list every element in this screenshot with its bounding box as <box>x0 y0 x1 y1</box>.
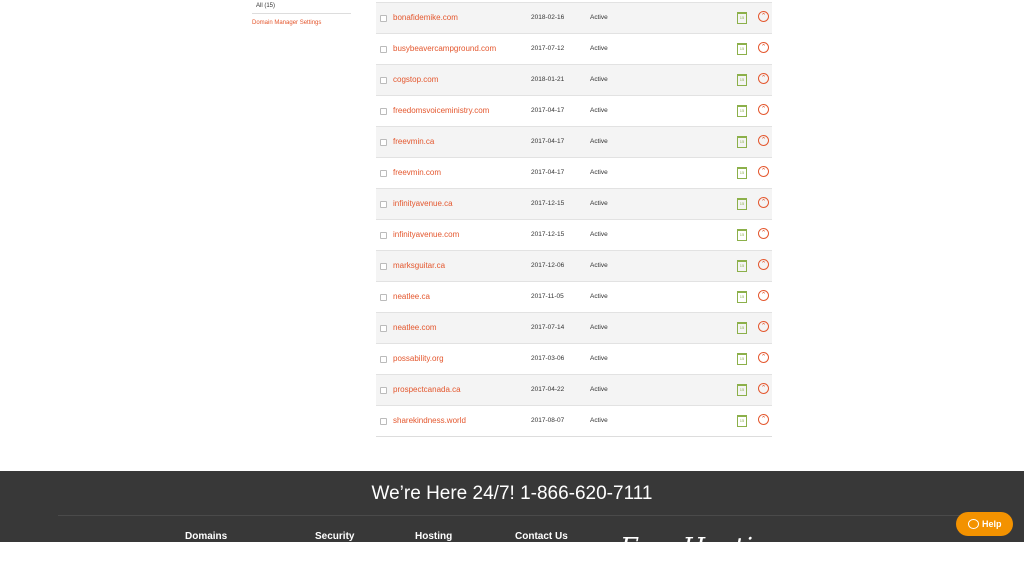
status-text: Active <box>590 417 608 424</box>
domain-manager-settings-link[interactable]: Domain Manager Settings <box>252 20 322 26</box>
expiry-date: 2017-03-06 <box>531 355 565 362</box>
row-checkbox[interactable] <box>380 263 387 270</box>
calendar-icon[interactable]: 15 <box>737 136 747 148</box>
status-text: Active <box>590 200 608 207</box>
calendar-icon[interactable]: 15 <box>737 291 747 303</box>
expand-up-icon[interactable]: ⌃ <box>758 290 769 301</box>
expiry-date: 2017-08-07 <box>531 417 565 424</box>
row-checkbox[interactable] <box>380 356 387 363</box>
expand-up-icon[interactable]: ⌃ <box>758 104 769 115</box>
calendar-icon[interactable]: 15 <box>737 198 747 210</box>
footer-phone: We’re Here 24/7! 1-866-620-7111 <box>371 483 653 504</box>
status-text: Active <box>590 76 608 83</box>
row-checkbox[interactable] <box>380 15 387 22</box>
expand-up-icon[interactable]: ⌃ <box>758 383 769 394</box>
table-row <box>376 343 772 374</box>
table-row <box>376 250 772 281</box>
status-text: Active <box>590 14 608 21</box>
status-text: Active <box>590 355 608 362</box>
calendar-icon[interactable]: 15 <box>737 384 747 396</box>
domain-link[interactable]: bonafidemike.com <box>393 13 458 22</box>
row-checkbox[interactable] <box>380 232 387 239</box>
expand-up-icon[interactable]: ⌃ <box>758 228 769 239</box>
expiry-date: 2018-01-21 <box>531 76 565 83</box>
domain-link[interactable]: neatlee.com <box>393 323 437 332</box>
row-checkbox[interactable] <box>380 201 387 208</box>
help-label: Help <box>982 519 1002 529</box>
domain-link[interactable]: possability.org <box>393 354 444 363</box>
calendar-icon[interactable]: 15 <box>737 229 747 241</box>
expiry-date: 2017-04-22 <box>531 386 565 393</box>
expiry-date: 2017-07-14 <box>531 324 565 331</box>
footer-divider <box>58 515 966 516</box>
expand-up-icon[interactable]: ⌃ <box>758 11 769 22</box>
table-row <box>376 64 772 95</box>
table-row <box>376 126 772 157</box>
expand-up-icon[interactable]: ⌃ <box>758 197 769 208</box>
domain-link[interactable]: sharekindness.world <box>393 416 466 425</box>
row-checkbox[interactable] <box>380 387 387 394</box>
table-row <box>376 281 772 312</box>
status-text: Active <box>590 169 608 176</box>
row-checkbox[interactable] <box>380 108 387 115</box>
expiry-date: 2017-11-05 <box>531 293 564 300</box>
domain-link[interactable]: freevmin.ca <box>393 137 435 146</box>
status-text: Active <box>590 262 608 269</box>
status-text: Active <box>590 386 608 393</box>
status-text: Active <box>590 138 608 145</box>
sidebar <box>252 0 351 26</box>
expand-up-icon[interactable]: ⌃ <box>758 42 769 53</box>
expiry-date: 2017-04-17 <box>531 107 565 114</box>
footer-link-security[interactable]: Security <box>315 531 355 542</box>
footer-link-domains[interactable]: Domains <box>185 531 228 542</box>
domain-link[interactable]: infinityavenue.ca <box>393 199 453 208</box>
expiry-date: 2017-12-15 <box>531 231 565 238</box>
domain-link[interactable]: neatlee.ca <box>393 292 430 301</box>
expand-up-icon[interactable]: ⌃ <box>758 414 769 425</box>
footer-logo: EasyHosting <box>620 533 787 563</box>
status-text: Active <box>590 324 608 331</box>
table-row <box>376 188 772 219</box>
status-text: Active <box>590 231 608 238</box>
expiry-date: 2017-07-12 <box>531 45 565 52</box>
row-checkbox[interactable] <box>380 294 387 301</box>
status-text: Active <box>590 107 608 114</box>
calendar-icon[interactable]: 15 <box>737 322 747 334</box>
table-row <box>376 2 772 33</box>
calendar-icon[interactable]: 15 <box>737 43 747 55</box>
calendar-icon[interactable]: 15 <box>737 74 747 86</box>
expiry-date: 2018-02-16 <box>531 14 565 21</box>
footer <box>0 471 1024 563</box>
domain-table <box>376 2 772 437</box>
domain-link[interactable]: freevmin.com <box>393 168 442 177</box>
expiry-date: 2017-12-06 <box>531 262 565 269</box>
domain-link[interactable]: freedomsvoiceministry.com <box>393 106 490 115</box>
expiry-date: 2017-04-17 <box>531 138 565 145</box>
expiry-date: 2017-12-15 <box>531 200 565 207</box>
domain-link[interactable]: prospectcanada.ca <box>393 385 461 394</box>
calendar-icon[interactable]: 15 <box>737 260 747 272</box>
expand-up-icon[interactable]: ⌃ <box>758 166 769 177</box>
calendar-icon[interactable]: 15 <box>737 167 747 179</box>
calendar-icon[interactable]: 15 <box>737 12 747 24</box>
expand-up-icon[interactable]: ⌃ <box>758 321 769 332</box>
table-row <box>376 95 772 126</box>
table-row <box>376 312 772 343</box>
status-text: Active <box>590 45 608 52</box>
calendar-icon[interactable]: 15 <box>737 415 747 427</box>
row-checkbox[interactable] <box>380 77 387 84</box>
chat-bubble-icon <box>968 519 979 529</box>
status-text: Active <box>590 293 608 300</box>
expand-up-icon[interactable]: ⌃ <box>758 135 769 146</box>
row-checkbox[interactable] <box>380 139 387 146</box>
domain-link[interactable]: infinityavenue.com <box>393 230 460 239</box>
calendar-icon[interactable]: 15 <box>737 105 747 117</box>
table-row <box>376 374 772 405</box>
expiry-date: 2017-04-17 <box>531 169 565 176</box>
domain-link[interactable]: cogstop.com <box>393 75 439 84</box>
expand-up-icon[interactable]: ⌃ <box>758 73 769 84</box>
filter-all[interactable]: All (15) <box>252 0 351 14</box>
expand-up-icon[interactable]: ⌃ <box>758 352 769 363</box>
row-checkbox[interactable] <box>380 325 387 332</box>
table-row <box>376 33 772 64</box>
footer-link-hosting[interactable]: Hosting <box>415 531 453 542</box>
table-row <box>376 405 772 436</box>
table-row <box>376 157 772 188</box>
footer-link-contact-us[interactable]: Contact Us <box>515 531 568 542</box>
calendar-icon[interactable]: 15 <box>737 353 747 365</box>
row-checkbox[interactable] <box>380 46 387 53</box>
row-checkbox[interactable] <box>380 170 387 177</box>
table-row <box>376 219 772 250</box>
help-button[interactable] <box>956 512 1013 536</box>
expand-up-icon[interactable]: ⌃ <box>758 259 769 270</box>
domain-link[interactable]: busybeavercampground.com <box>393 44 497 53</box>
row-checkbox[interactable] <box>380 418 387 425</box>
domain-link[interactable]: marksguitar.ca <box>393 261 446 270</box>
